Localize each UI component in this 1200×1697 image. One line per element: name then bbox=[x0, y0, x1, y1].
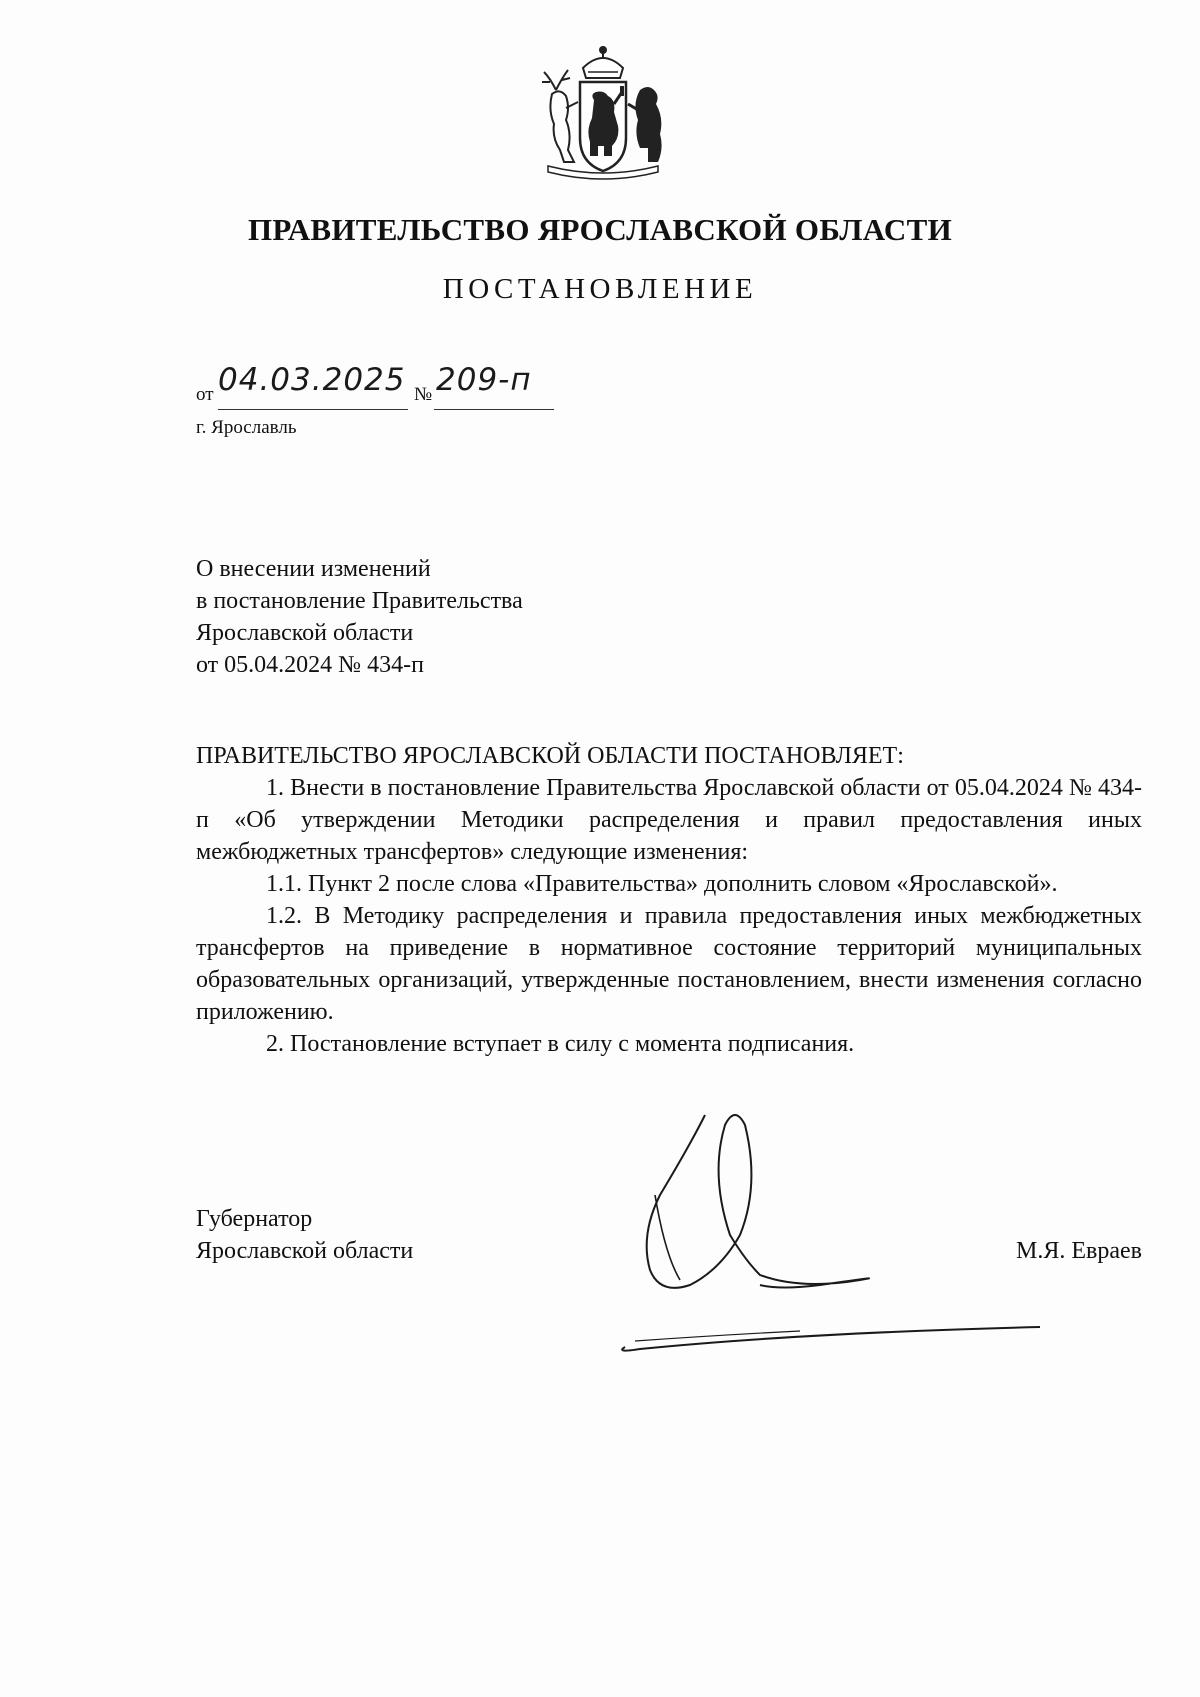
body-declaration: ПРАВИТЕЛЬСТВО ЯРОСЛАВСКОЙ ОБЛАСТИ ПОСТАНОВЛЯЕТ: bbox=[196, 743, 904, 769]
number-prefix: № bbox=[414, 384, 433, 405]
organization-title: ПРАВИТЕЛЬСТВО ЯРОСЛАВСКОЙ ОБЛАСТИ bbox=[248, 212, 952, 247]
signatory-position-line: Губернатор bbox=[196, 1206, 313, 1232]
body-paragraph: 1.1. Пункт 2 после слова «Правительства» дополнить словом «Ярославской». bbox=[266, 871, 1058, 897]
body-paragraph: 2. Постановление вступает в силу с момента подписания. bbox=[266, 1031, 855, 1057]
document-subject bbox=[196, 553, 523, 681]
handwritten-signature bbox=[600, 1085, 1060, 1365]
document-number: 209-п bbox=[436, 362, 532, 398]
document-body bbox=[196, 740, 1142, 1060]
subject-line: в постановление Правительства bbox=[196, 588, 523, 614]
signatory-name: М.Я. Евраев bbox=[1016, 1238, 1142, 1264]
signatory-position-line: Ярославской области bbox=[196, 1238, 414, 1264]
subject-line: О внесении изменений bbox=[196, 556, 431, 582]
body-paragraph: 1. Внести в постановление Правительства Ярославской области от 05.04.2024 № 434-п «Об утверждении Методики распределения и правил предоставления иных межбюджетных трансфертов» следующие изменения: bbox=[196, 775, 1142, 865]
subject-line: Ярославской области bbox=[196, 620, 414, 646]
document-date-number bbox=[196, 362, 796, 412]
document-type: ПОСТАНОВЛЕНИЕ bbox=[442, 273, 758, 305]
body-paragraph: 1.2. В Методику распределения и правила предоставления иных межбюджетных трансфертов на приведение в нормативное состояние территорий муниципальных образовательных организаций, утвержденные постановлением, внести изменения согласно приложению. bbox=[196, 903, 1142, 1025]
document-city: г. Ярославль bbox=[196, 417, 297, 438]
date-underline bbox=[218, 409, 408, 410]
signatory-position bbox=[196, 1203, 413, 1267]
number-underline bbox=[434, 409, 554, 410]
date-prefix: от bbox=[196, 384, 214, 405]
subject-line: от 05.04.2024 № 434-п bbox=[196, 652, 424, 678]
document-date: 04.03.2025 bbox=[218, 362, 406, 398]
yaroslavl-oblast-coat-of-arms-icon bbox=[528, 38, 678, 188]
